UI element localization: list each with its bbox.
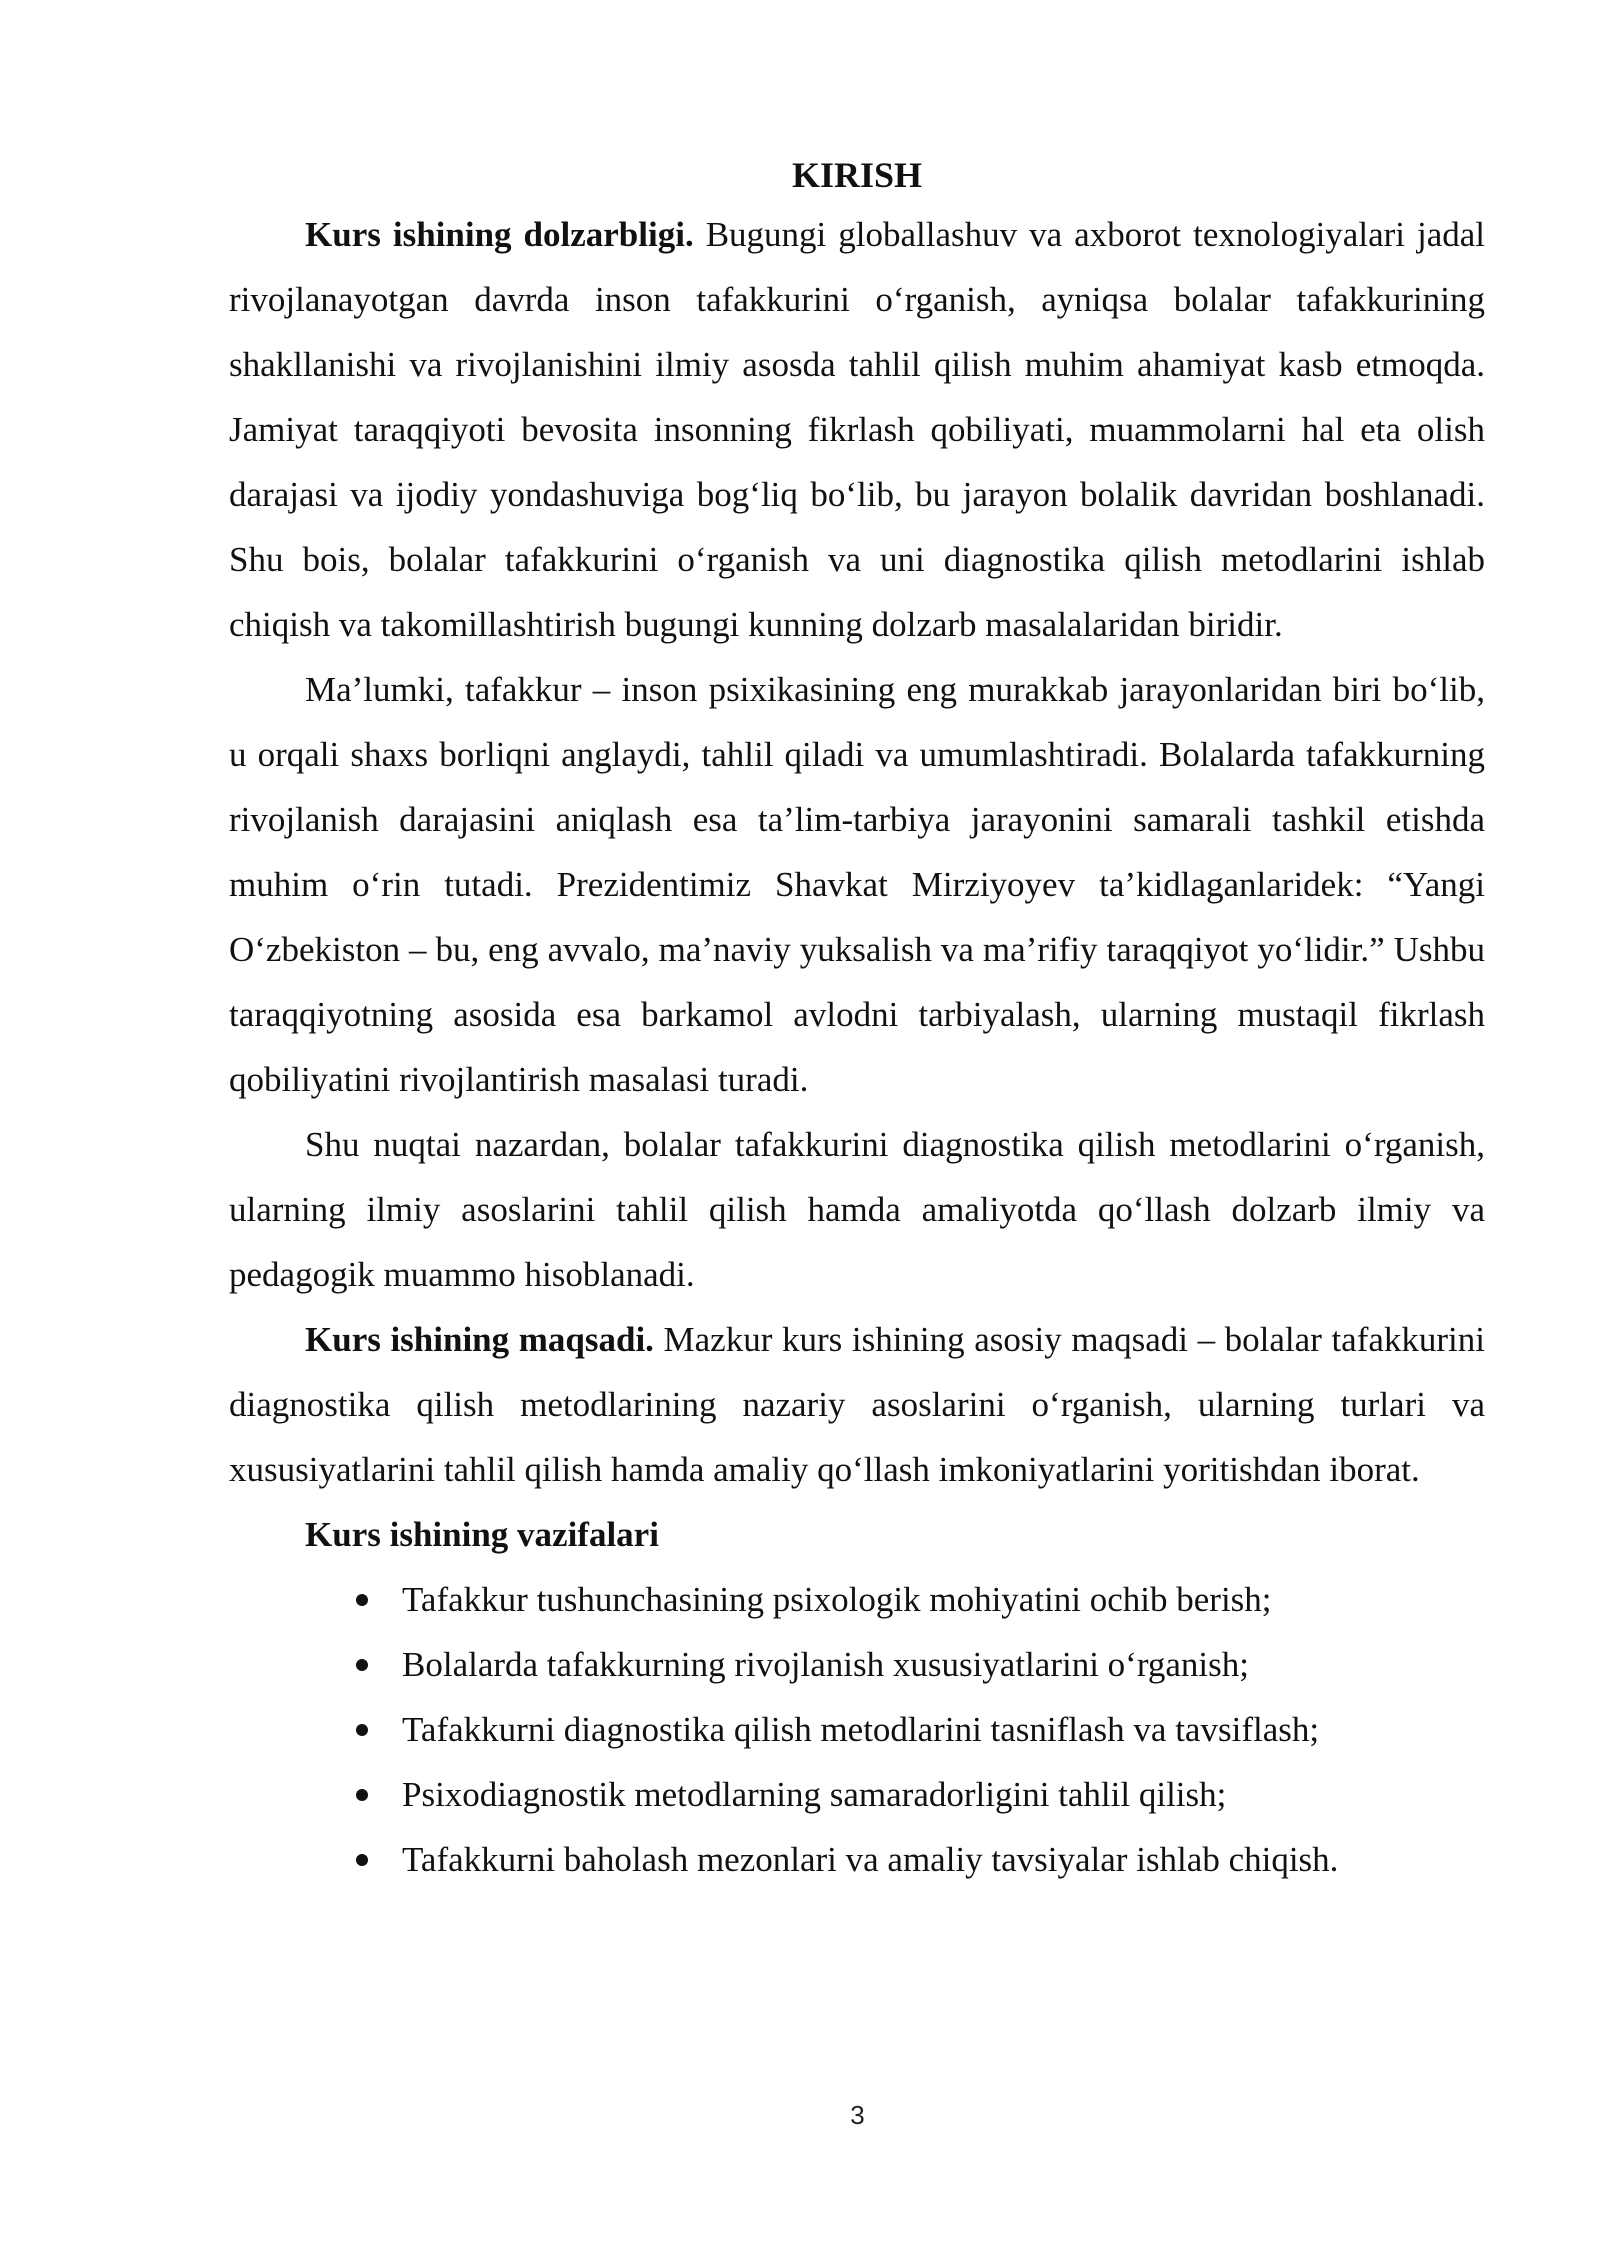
bullet-icon (356, 1724, 368, 1736)
list-item-text: Tafakkurni diagnostika qilish metodlarini tasniflash va tavsiflash; (402, 1710, 1320, 1749)
list-item (229, 1762, 1485, 1827)
list-item (229, 1827, 1485, 1892)
paragraph-maqsadi (229, 1307, 1485, 1502)
list-item (229, 1632, 1485, 1697)
text-maqsadi: Mazkur kurs ishining asosiy maqsadi – bolalar tafakkurini diagnostika qilish metodlarining nazariy asoslarini o‘rganish, ularning turlari va xususiyatlarini tahlil qilish hamda amaliy qo‘llash imkoniyatlarini yoritishdan iborat. (229, 1320, 1485, 1489)
text-dolzarbligi: Bugungi globallashuv va axborot texnologiyalari jadal rivojlanayotgan davrda inson tafakkurini o‘rganish, ayniqsa bolalar tafakkurining shakllanishi va rivojlanishini ilmiy asosda tahlil qilish muhim ahamiyat kasb etmoqda. Jamiyat taraqqiyoti bevosita insonning fikrlash qobiliyati, muammolarni hal eta olish darajasi va ijodiy yondashuviga bog‘liq bo‘lib, bu jarayon bolalik davridan boshlanadi. Shu bois, bolalar tafakkurini o‘rganish va uni diagnostika qilish metodlarini ishlab chiqish va takomillashtirish bugungi kunning dolzarb masalalaridan biridir. (229, 215, 1486, 644)
page-number: 3 (850, 2100, 865, 2130)
list-item-text: Psixodiagnostik metodlarning samaradorligini tahlil qilish; (402, 1775, 1227, 1814)
task-list (229, 1567, 1485, 1892)
page-heading: KIRISH (791, 155, 923, 195)
list-item-text: Bolalarda tafakkurning rivojlanish xususiyatlarini o‘rganish; (402, 1645, 1249, 1684)
bullet-icon (356, 1854, 368, 1866)
lead-dolzarbligi: Kurs ishining dolzarbligi. (305, 215, 694, 254)
list-item (229, 1697, 1485, 1762)
list-item-text: Tafakkur tushunchasining psixologik mohiyatini ochib berish; (402, 1580, 1272, 1619)
lead-maqsadi: Kurs ishining maqsadi. (305, 1320, 654, 1359)
paragraph-dolzarbligi (229, 202, 1485, 657)
list-item-text: Tafakkurni baholash mezonlari va amaliy tavsiyalar ishlab chiqish. (402, 1840, 1339, 1879)
paragraph-nuqtai-nazar: Shu nuqtai nazardan, bolalar tafakkurini diagnostika qilish metodlarini o‘rganish, ularning ilmiy asoslarini tahlil qilish hamda amaliyotda qo‘llash dolzarb ilmiy va pedagogik muammo hisoblanadi. (229, 1125, 1485, 1294)
bullet-icon (356, 1789, 368, 1801)
bullet-icon (356, 1594, 368, 1606)
list-item (229, 1567, 1485, 1632)
paragraph-tafakkur: Ma’lumki, tafakkur – inson psixikasining eng murakkab jarayonlaridan biri bo‘lib, u orqali shaxs borliqni anglaydi, tahlil qiladi va umumlashtiradi. Bolalarda tafakkurning rivojlanish darajasini aniqlash esa ta’lim-tarbiya jarayonini samarali tashkil etishda muhim o‘rin tutadi. Prezidentimiz Shavkat Mirziyoyev ta’kidlaganlaridek: “Yangi O‘zbekiston – bu, eng avvalo, ma’naviy yuksalish va ma’rifiy taraqqiyot yo‘lidir.” Ushbu taraqqiyotning asosida esa barkamol avlodni tarbiyalash, ularning mustaqil fikrlash qobiliyatini rivojlantirish masalasi turadi. (229, 670, 1485, 1099)
tasks-title: Kurs ishining vazifalari (305, 1515, 659, 1554)
document-page (229, 148, 1485, 1892)
bullet-icon (356, 1659, 368, 1671)
